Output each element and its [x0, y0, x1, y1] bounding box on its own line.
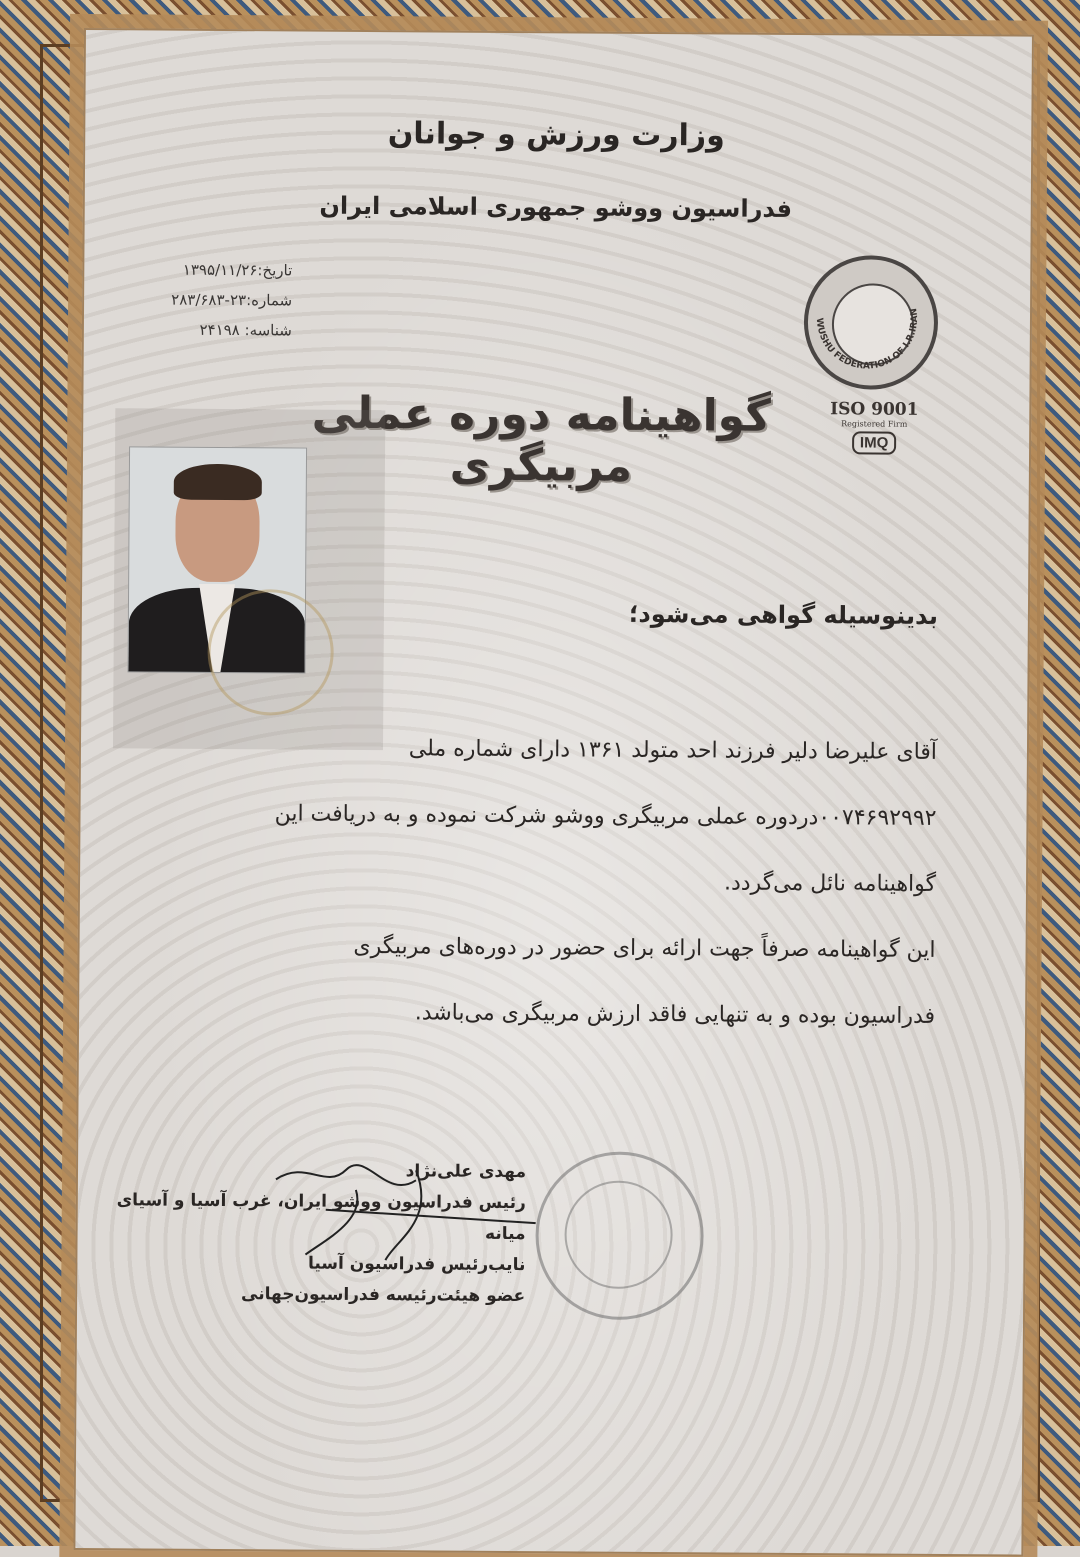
certificate-title: گواهینامه دوره عملی مربیگری	[311, 387, 771, 492]
handwritten-signature	[265, 1159, 546, 1271]
iso-title: ISO 9001	[830, 399, 919, 420]
iso-sub: Registered Firm	[841, 419, 908, 429]
svg-text:WUSHU FEDERATION OF I.R.IRAN	[813, 307, 920, 372]
signatory-role-2: نایب‌رئیس فدراسیون آسیا	[307, 1253, 526, 1276]
date-field: تاریخ:۱۳۹۵/۱۱/۲۶	[182, 260, 293, 280]
signatory-role-3: عضو هیئت‌رئیسه فدراسیون‌جهانی	[241, 1284, 526, 1307]
id-field: شناسه: ۲۴۱۹۸	[199, 320, 292, 340]
federation-seal-icon	[535, 1151, 704, 1320]
signatory-role-1: رئیس فدراسیون ووشو ایران، غرب آسیا و آسیای میانه	[116, 1190, 526, 1245]
body-line-4: این گواهینامه صرفاً جهت ارائه برای حضور در دوره‌های مربیگری	[353, 933, 936, 963]
logo-name: WUSHU FEDERATION OF I.R.IRAN	[813, 307, 921, 372]
federation-title: فدراسیون ووشو جمهوری اسلامی ایران	[319, 191, 793, 223]
body-line-2: ۰۰۷۴۶۹۲۹۹۲دردوره عملی مربیگری ووشو شرکت نموده و به دریافت این	[274, 801, 937, 831]
body-line-5: فدراسیون بوده و به تنهایی فاقد ارزش مربیگری می‌باشد.	[414, 1000, 936, 1029]
body-line-3: گواهینامه نائل می‌گردد.	[723, 870, 937, 897]
ministry-title: وزارت ورزش و جوانان	[387, 116, 725, 154]
signatory-name: مهدی علی‌نژاد	[405, 1161, 527, 1183]
attestation-heading: بدینوسیله گواهی می‌شود؛	[628, 599, 939, 630]
certificate-paper	[73, 28, 1030, 1553]
imq-logo: IMQ	[852, 431, 897, 454]
federation-logo	[803, 255, 938, 390]
number-field: شماره:۲۳-۲۸۳/۶۸۳	[171, 290, 293, 310]
logo-ring-text	[804, 255, 931, 382]
iso-badge-block	[819, 399, 929, 455]
photo-seal-icon	[207, 589, 334, 716]
body-line-1: آقای علیرضا دلیر فرزند احد متولد ۱۳۶۱ دارای شماره ملی	[408, 736, 938, 765]
